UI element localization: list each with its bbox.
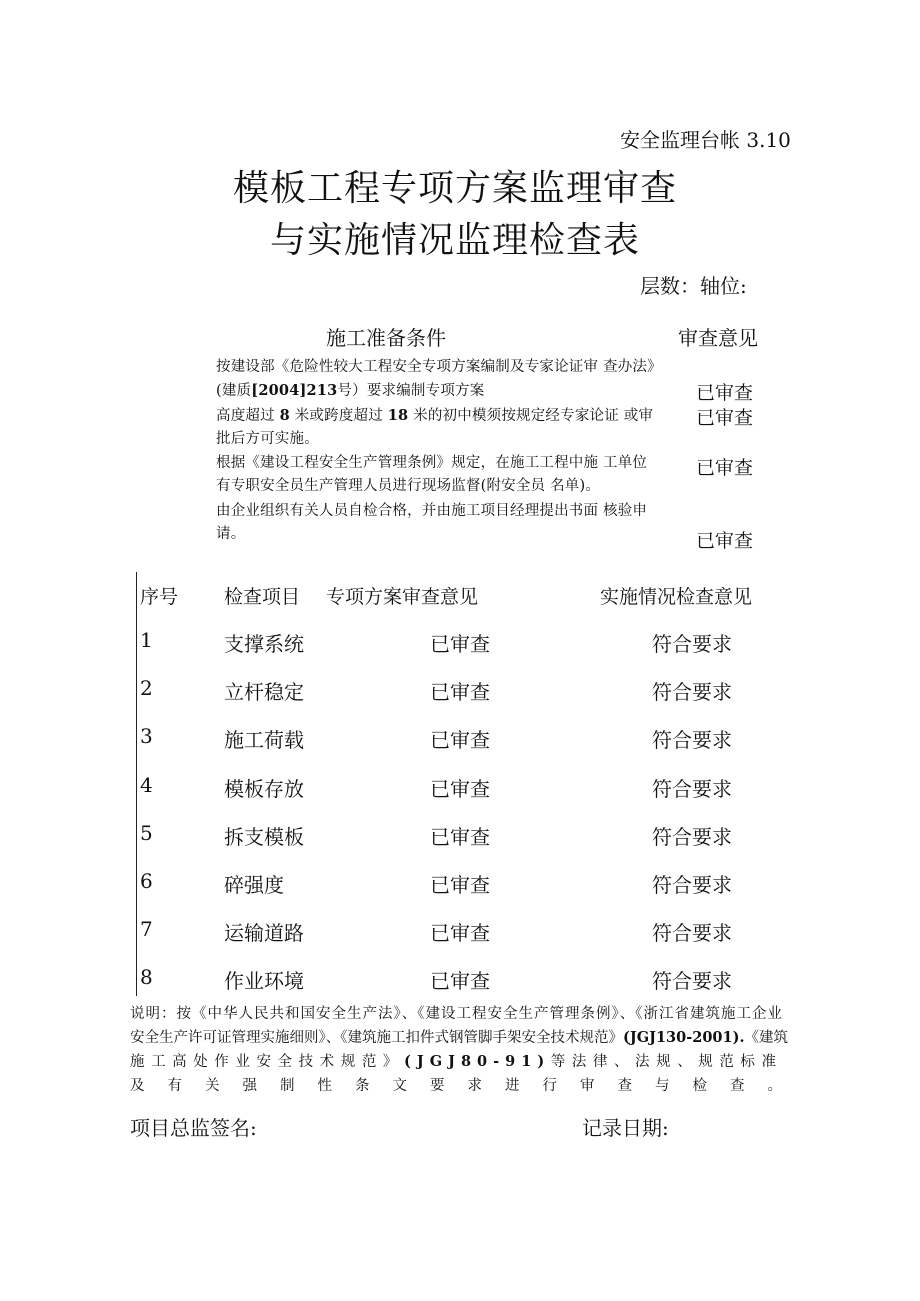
header-item: 检查项目: [224, 586, 301, 608]
header-plan-opinion: 专项方案审查意见: [326, 586, 479, 608]
note-line-4: 及有关强制性条文要求进行审查与检查。: [130, 1078, 782, 1094]
row-implementation-opinion: 符合要求: [652, 921, 732, 945]
row-implementation-opinion: 符合要求: [652, 680, 732, 704]
row-number: 7: [140, 917, 153, 941]
floor-axis-label: 层数：轴位:: [640, 274, 747, 298]
condition-3: 根据《建设工程安全生产管理条例》规定，在施工工程中施 工单位有专职安全员生产管理人员进行现场监督(附安全员 名单)。: [216, 455, 648, 494]
ledger-number: 安全监理台帐 3.10: [620, 128, 791, 152]
note-line-2: 安全生产许可证管理实施细则》、《建筑施工扣件式钢管脚手架安全技术规范》(JGJ130-2001).《建筑: [130, 1029, 789, 1046]
preparation-heading: 施工准备条件: [326, 326, 446, 350]
condition-verdict-2: 已审查: [696, 407, 754, 429]
review-opinion-heading: 审查意见: [678, 326, 758, 350]
row-check-item: 作业环境: [224, 969, 304, 993]
page-title-line-2: 与实施情况监理检查表: [269, 220, 640, 261]
header-implementation-opinion: 实施情况检查意见: [600, 586, 753, 608]
row-number: 8: [140, 965, 153, 989]
row-number: 2: [140, 676, 153, 700]
page-title-line-1: 模板工程专项方案监理审查: [232, 168, 677, 209]
row-plan-opinion: 已审查: [430, 680, 490, 704]
row-check-item: 支撑系统: [224, 632, 304, 656]
note-line-3: 施工高处作业安全技术规范》(JGJ80-91)等法律、法规、规范标准: [130, 1053, 783, 1070]
row-check-item: 模板存放: [224, 777, 304, 801]
condition-4: 由企业组织有关人员自检合格，并由施工项目经理提出书面 核验申请。: [216, 503, 648, 542]
row-check-item: 碎强度: [224, 873, 284, 897]
row-implementation-opinion: 符合要求: [652, 728, 732, 752]
condition-1: 按建设部《危险性较大工程安全专项方案编制及专家论证审 查办法》(建质[2004]213号）要求编制专项方案: [216, 359, 655, 399]
record-date-label: 记录日期:: [582, 1116, 669, 1140]
row-plan-opinion: 已审查: [430, 873, 490, 897]
row-implementation-opinion: 符合要求: [652, 825, 732, 849]
condition-verdict-4: 已审查: [696, 530, 754, 552]
row-plan-opinion: 已审查: [430, 969, 490, 993]
row-implementation-opinion: 符合要求: [652, 777, 732, 801]
row-check-item: 运输道路: [224, 921, 304, 945]
note-line-1: 说明：按《中华人民共和国安全生产法》、《建设工程安全生产管理条例》、《浙江省建筑施工企业: [130, 1006, 782, 1022]
row-number: 6: [140, 869, 153, 893]
row-number: 1: [140, 628, 153, 652]
condition-verdict-1: 已审查: [696, 382, 754, 404]
condition-verdict-3: 已审查: [696, 457, 754, 479]
condition-2: 高度超过 8 米或跨度超过 18 米的初中模须按规定经专家论证 或审批后方可实施。: [216, 407, 654, 447]
row-number: 4: [140, 773, 153, 797]
row-implementation-opinion: 符合要求: [652, 873, 732, 897]
table-left-border: [136, 572, 137, 996]
row-check-item: 拆支模板: [224, 825, 304, 849]
row-check-item: 立杆稳定: [224, 680, 304, 704]
chief-supervisor-signature-label: 项目总监签名:: [130, 1116, 257, 1140]
row-plan-opinion: 已审查: [430, 728, 490, 752]
row-number: 5: [140, 821, 153, 845]
explanation-note: [130, 1002, 789, 1098]
row-plan-opinion: 已审查: [430, 777, 490, 801]
row-implementation-opinion: 符合要求: [652, 632, 732, 656]
row-plan-opinion: 已审查: [430, 632, 490, 656]
row-implementation-opinion: 符合要求: [652, 969, 732, 993]
header-no: 序号: [140, 586, 179, 608]
row-plan-opinion: 已审查: [430, 921, 490, 945]
row-plan-opinion: 已审查: [430, 825, 490, 849]
row-check-item: 施工荷载: [224, 728, 304, 752]
row-number: 3: [140, 724, 153, 748]
